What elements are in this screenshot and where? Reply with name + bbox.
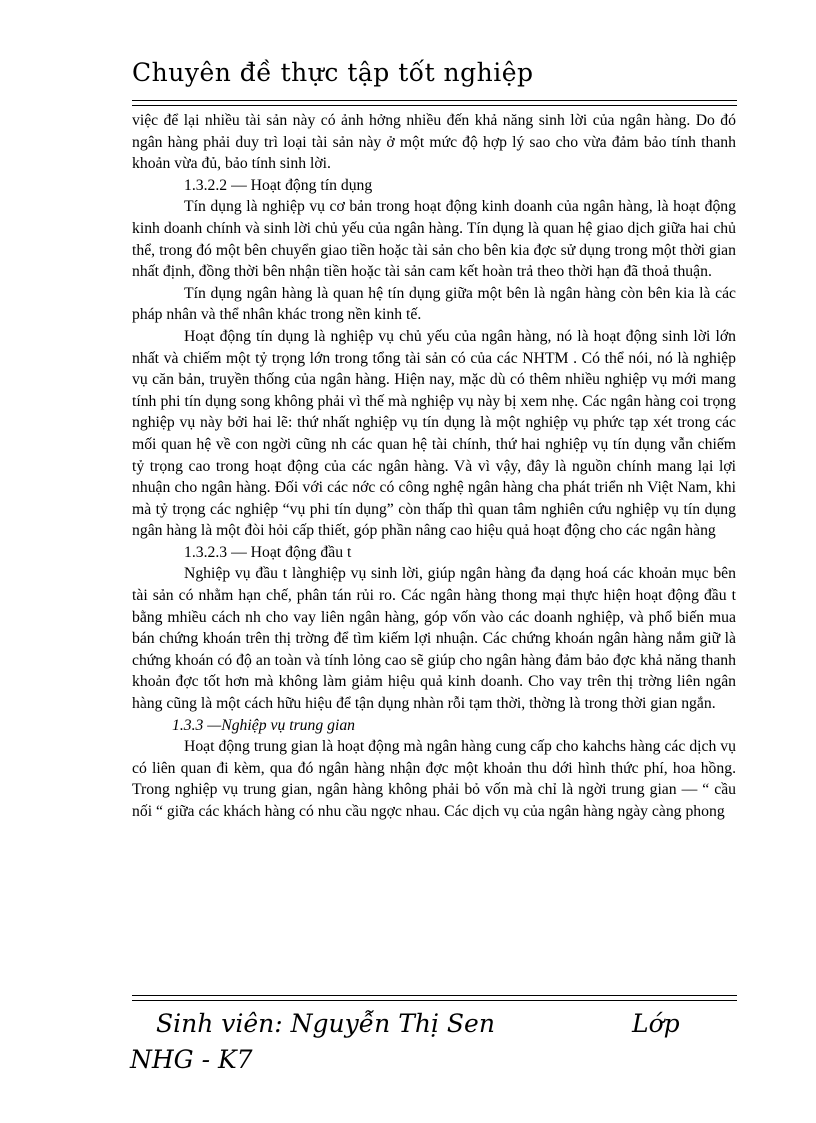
footer-class-label: Lớp xyxy=(632,1009,680,1038)
paragraph-bank-credit: Tín dụng ngân hàng là quan hệ tín dụng giữa một bên là ngân hàng còn bên kia là các pháp nhân và thể nhân khác trong nền kinh tế. xyxy=(132,284,736,324)
document-body xyxy=(132,110,736,823)
section-heading-investment: 1.3.2.3 — Hoạt động đầu t xyxy=(184,543,352,561)
page-header-title: Chuyên đề thực tập tốt nghiệp xyxy=(132,58,534,87)
paragraph-intermediary: Hoạt động trung gian là hoạt động mà ngân hàng cung cấp cho kahchs hàng các dịch vụ có liên quan đi kèm, qua đó ngân hàng nhận đợc một khoản thu dới hình thức phí, hoa hồng. Trong nghiệp vụ trung gian, ngân hàng không phải bỏ vốn mà chỉ là ngời trung gian — “ cầu nối “ giữa các khách hàng có nhu cầu ngợc nhau. Các dịch vụ của ngân hàng ngày càng phong xyxy=(132,738,736,820)
paragraph-investment: Nghiệp vụ đầu t lànghiệp vụ sinh lời, giúp ngân hàng đa dạng hoá các khoản mục bên tài sản có nhằm hạn chế, phân tán rủi ro. Các ngân hàng thong mại thực hiện hoạt động đầu t bằng mhiều cách nh cho vay liên ngân hàng, góp vốn vào các doanh nghiệp, và phổ biến mua bán chứng khoán trên thị trờng để tìm kiếm lợi nhuận. Các chứng khoán ngân hàng nắm giữ là chứng khoán có độ an toàn và tính lỏng cao sẽ giúp cho ngân hàng đảm bảo đợc khả năng thanh khoản đợc tốt hơn mà không làm giảm hiệu quả kinh doanh. Cho vay trên thị trờng liên ngân hàng cũng là một cách hữu hiệu để tận dụng nhàn rỗi tạm thời, thờng là trong thời gian ngắn. xyxy=(132,565,736,713)
footer-student-name: Sinh viên: Nguyễn Thị Sen xyxy=(156,1009,495,1038)
paragraph-continued: việc để lại nhiều tài sản này có ảnh hởng nhiều đến khả năng sinh lời của ngân hàng. Do đó ngân hàng phải duy trì loại tài sản này ở một mức độ hợp lý sao cho vừa đảm bảo tính thanh khoản vừa đủ, bảo tính sinh lời. xyxy=(132,112,736,173)
footer-divider xyxy=(132,995,737,1001)
footer-class-value: NHG - K7 xyxy=(130,1045,253,1074)
header-divider xyxy=(132,100,737,106)
paragraph-credit-definition: Tín dụng là nghiệp vụ cơ bản trong hoạt động kinh doanh của ngân hàng, là hoạt động kinh doanh chính và sinh lời chủ yếu của ngân hàng. Tín dụng là quan hệ giao dịch giữa hai chủ thể, trong đó một bên chuyển giao tiền hoặc tài sản cho bên kia đợc sử dụng trong một thời gian nhất định, đồng thời bên nhận tiền hoặc tài sản cam kết hoàn trả theo thời hạn đã thoả thuận. xyxy=(132,198,736,281)
paragraph-credit-activity: Hoạt động tín dụng là nghiệp vụ chủ yếu của ngân hàng, nó là hoạt động sinh lời lớn nhất và chiếm một tỷ trọng lớn trong tổng tài sản có của các NHTM . Có thể nói, nó là nghiệp vụ căn bản, truyền thống của ngân hàng. Hiện nay, mặc dù có thêm nhiều nghiệp vụ mới mang tính phi tín dụng song không phải vì thế mà nghiệp vụ này bị xem nhẹ. Các ngân hàng coi trọng nghiệp vụ này bởi hai lẽ: thứ nhất nghiệp vụ tín dụng là một nghiệp vụ phức tạp xét trong các mối quan hệ về con ngời cũng nh các quan hệ tài chính, thứ hai nghiệp vụ tín dụng vẫn chiếm tỷ trọng cao trong hoạt động của các ngân hàng. Và vì vậy, đây là nguồn chính mang lại lợi nhuận cho ngân hàng. Đối với các nớc có công nghệ ngân hàng cha phát triển nh Việt Nam, khi mà tỷ trọng các nghiệp “vụ phi tín dụng” còn thấp thì quan tâm nghiên cứu nghiệp vụ tín dụng ngân hàng là một đòi hỏi cấp thiết, góp phần nâng cao hiệu quả hoạt động cho các ngân hàng xyxy=(132,327,736,540)
section-heading-credit: 1.3.2.2 — Hoạt động tín dụng xyxy=(184,176,373,194)
section-heading-intermediary: 1.3.3 —Nghiệp vụ trung gian xyxy=(172,716,356,734)
